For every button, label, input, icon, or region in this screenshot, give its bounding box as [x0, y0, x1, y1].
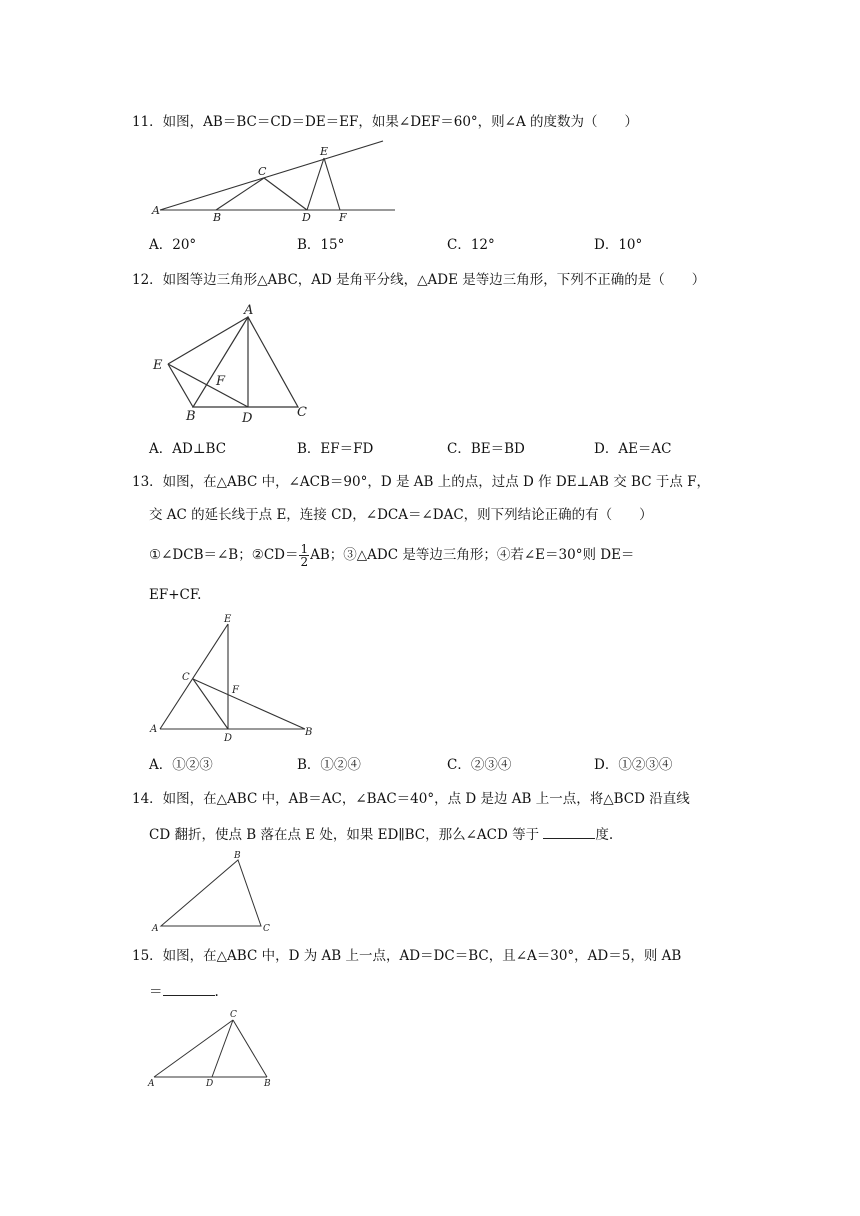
q11-label-c: C: [258, 165, 267, 178]
q13-option-a: A．①②③: [149, 757, 213, 773]
q15-label-b: B: [264, 1079, 271, 1089]
q14-figure: [148, 848, 278, 938]
q11-label-f: F: [339, 211, 347, 224]
q13-label-d: D: [224, 733, 233, 744]
q15-stem-line2-part2: .: [214, 984, 219, 1000]
q13-label-b: B: [305, 727, 313, 738]
q13-label-f: F: [232, 685, 239, 696]
q15-label-a: A: [148, 1079, 155, 1089]
q12-label-a: A: [244, 303, 254, 318]
q13-label-a: A: [150, 724, 158, 735]
q13-fraction: [299, 543, 309, 568]
q11-figure: [150, 138, 400, 228]
q13-stem-line1: 13．如图，在△ABC 中，∠ACB＝90°，D 是 AB 上的点，过点 D 作 DE⊥AB 交 BC 于点 F，: [132, 474, 710, 490]
q14-stem-line2: [149, 826, 613, 844]
q14-label-a: A: [152, 924, 159, 934]
q13-option-c: C．②③④: [447, 757, 512, 773]
q13-fraction-numerator: 1: [300, 542, 309, 556]
q12-option-b: B．EF＝FD: [297, 441, 374, 457]
q11-label-e: E: [320, 145, 329, 158]
q14-label-b: B: [234, 851, 241, 861]
q11-label-b: B: [213, 211, 222, 224]
q11-stem: 11．如图，AB＝BC＝CD＝DE＝EF，如果∠DEF＝60°，则∠A 的度数为（ ）: [132, 114, 639, 130]
q13-fraction-denominator: 2: [300, 555, 309, 569]
q11-option-c: C．12°: [447, 237, 495, 253]
q15-figure: [146, 1006, 281, 1091]
q13-option-b: B．①②④: [297, 757, 361, 773]
q14-label-c: C: [263, 924, 270, 934]
q12-option-d: D．AE＝AC: [594, 441, 672, 457]
q15-answer-blank[interactable]: [163, 983, 215, 996]
q14-stem-line2-part2: 度.: [595, 827, 614, 843]
q15-label-c: C: [230, 1010, 237, 1020]
q12-label-c: C: [297, 405, 307, 420]
q14-answer-blank[interactable]: [543, 826, 595, 839]
q13-stem-line3-part2: AB；③△ADC 是等边三角形；④若∠E＝30°则 DE＝: [310, 547, 635, 563]
q13-label-c: C: [182, 672, 190, 683]
q11-option-d: D．10°: [594, 237, 643, 253]
q11-option-b: B．15°: [297, 237, 345, 253]
q13-figure: [148, 612, 328, 747]
q15-label-d: D: [206, 1079, 214, 1089]
q13-stem-line3: [149, 543, 634, 568]
q11-label-d: D: [302, 211, 311, 224]
q12-stem: 12．如图等边三角形△ABC，AD 是角平分线，△ADE 是等边三角形，下列不正确的是（ ）: [132, 272, 706, 288]
q12-label-e: E: [153, 358, 163, 373]
q13-stem-line2: 交 AC 的延长线于点 E，连接 CD，∠DCA＝∠DAC，则下列结论正确的有（ ）: [149, 507, 653, 523]
q13-stem-line4: EF+CF.: [149, 587, 202, 603]
q12-label-f: F: [216, 374, 226, 389]
q14-stem-line1: 14．如图，在△ABC 中，AB＝AC，∠BAC＝40°，点 D 是边 AB 上一点，将△BCD 沿直线: [132, 791, 690, 807]
q14-stem-line2-part1: CD 翻折，使点 B 落在点 E 处，如果 ED∥BC，那么∠ACD 等于: [149, 827, 544, 843]
q13-option-d: D．①②③④: [594, 757, 673, 773]
q15-stem-line2-part1: ＝: [149, 984, 163, 1000]
q12-option-c: C．BE＝BD: [447, 441, 525, 457]
q12-option-a: A．AD⊥BC: [149, 441, 227, 457]
q15-stem-line1: 15．如图，在△ABC 中，D 为 AB 上一点，AD＝DC＝BC，且∠A＝30°，AD＝5，则 AB: [132, 948, 682, 964]
q15-stem-line2: [149, 983, 219, 1001]
q11-label-a: A: [152, 204, 160, 217]
q12-label-d: D: [242, 411, 253, 426]
q13-stem-line3-part1: ①∠DCB＝∠B；②CD＝: [149, 547, 299, 563]
q12-label-b: B: [186, 409, 196, 424]
q13-label-e: E: [224, 614, 232, 625]
q12-figure: [148, 300, 318, 430]
q11-option-a: A．20°: [149, 237, 197, 253]
